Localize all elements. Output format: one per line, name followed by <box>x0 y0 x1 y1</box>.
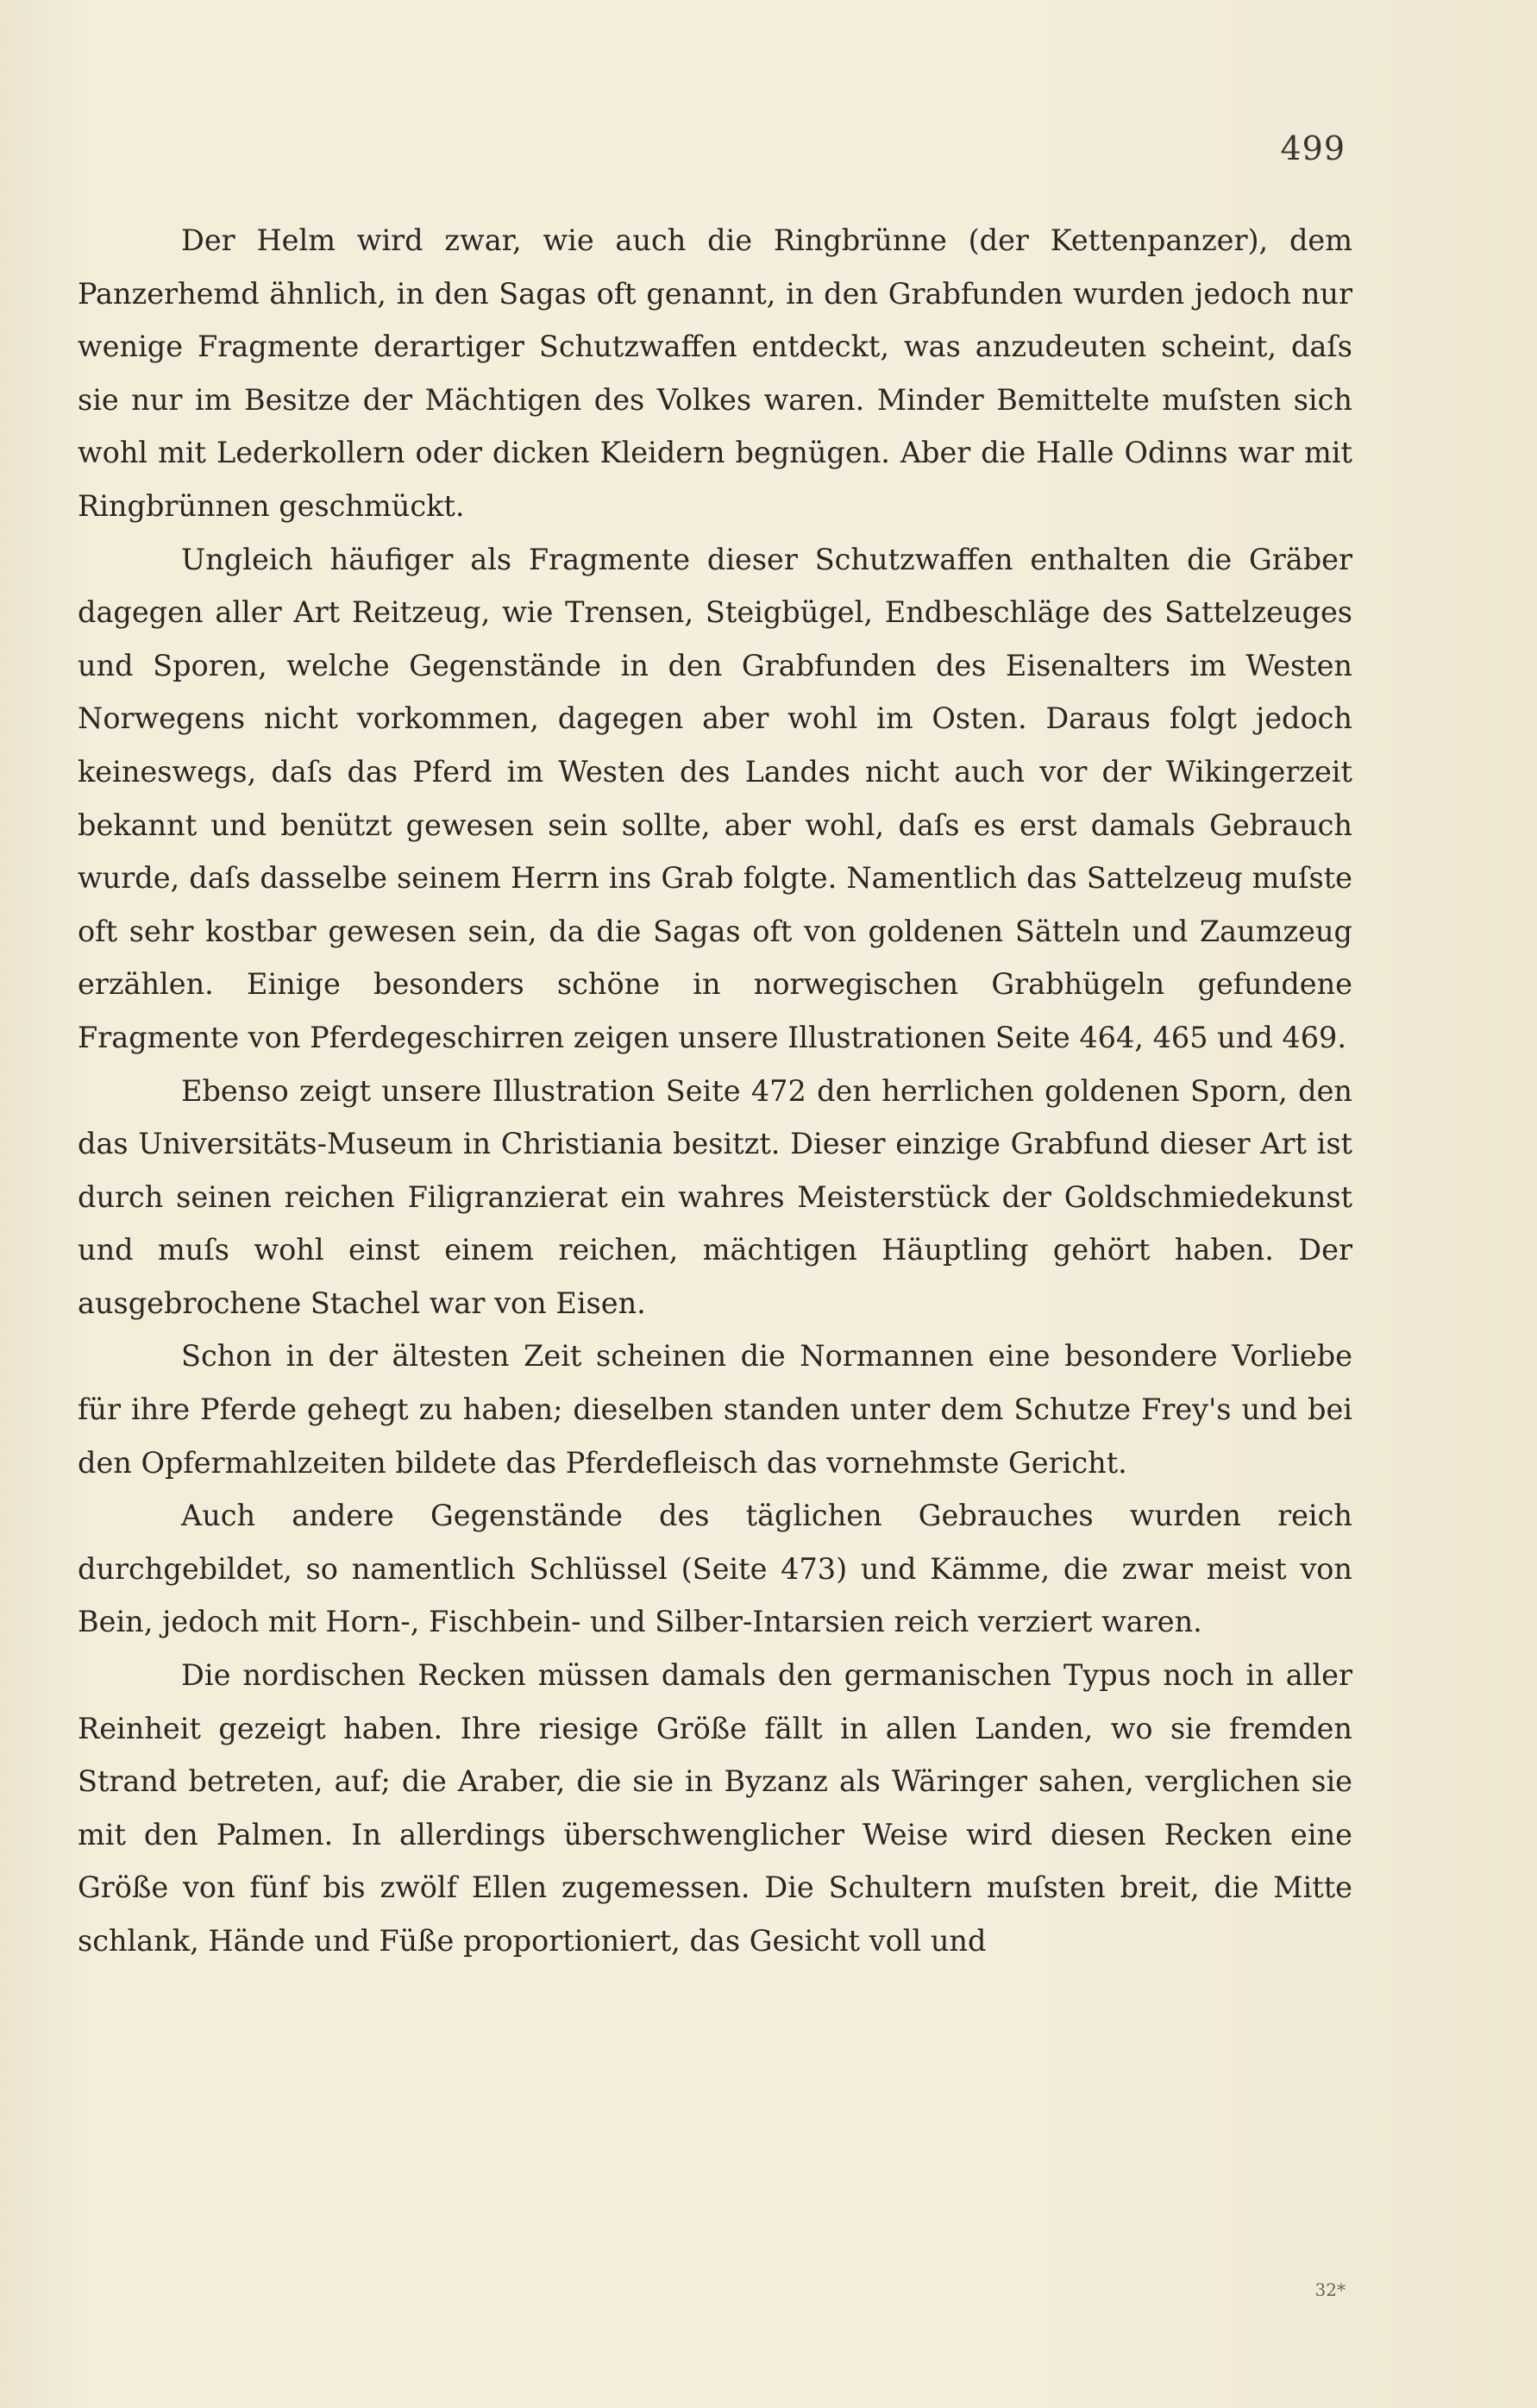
signature-mark: 32* <box>1314 2279 1346 2300</box>
body-text <box>78 214 1352 1968</box>
paragraph-sporn: Ebenso zeigt unsere Illustration Seite 472 den herrlichen goldenen Sporn, den das Universitäts-Museum in Christiania besitzt. Dieser einzige Grabfund dieser Art ist durch seinen reichen Filigranzierat ein wahres Meisterstück der Goldschmiedekunst und muſs wohl einst einem reichen, mächtigen Häuptling gehört haben. Der ausgebrochene Stachel war von Eisen. <box>78 1073 1352 1320</box>
paragraph-reitzeug: Ungleich häufiger als Fragmente dieser Schutzwaffen enthalten die Gräber dagegen aller Art Reitzeug, wie Trensen, Steigbügel, Endbeschläge des Sattelzeuges und Sporen, welche Gegenstände in den Grabfunden des Eisenalters im Westen Norwegens nicht vorkommen, dagegen aber wohl im Osten. Daraus folgt jedoch keineswegs, daſs das Pferd im Westen des Landes nicht auch vor der Wikingerzeit bekannt und benützt gewesen sein sollte, aber wohl, daſs es erst damals Gebrauch wurde, daſs dasselbe seinem Herrn ins Grab folgte. Namentlich das Sattelzeug muſste oft sehr kostbar gewesen sein, da die Sagas oft von goldenen Sätteln und Zaumzeug erzählen. Einige besonders schöne in norwegischen Grabhügeln gefundene Fragmente von Pferdegeschirren zeigen unsere Illustrationen Seite 464, 465 und 469. <box>78 542 1352 1054</box>
paragraph-recken: Die nordischen Recken müssen damals den germanischen Typus noch in aller Reinheit gezeigt haben. Ihre riesige Größe fällt in allen Landen, wo sie fremden Strand betreten, auf; die Araber, die sie in Byzanz als Wäringer sahen, verglichen sie mit den Palmen. In allerdings überschwenglicher Weise wird diesen Recken eine Größe von fünf bis zwölf Ellen zugemessen. Die Schultern muſsten breit, die Mitte schlank, Hände und Füße proportioniert, das Gesicht voll und <box>78 1658 1352 1958</box>
paragraph-helm: Der Helm wird zwar, wie auch die Ringbrünne (der Kettenpanzer), dem Panzerhemd ähnlich, in den Sagas oft genannt, in den Grabfunden wurden jedoch nur wenige Fragmente derartiger Schutzwaffen entdeckt, was anzudeuten scheint, daſs sie nur im Besitze der Mächtigen des Volkes waren. Minder Bemittelte muſsten sich wohl mit Lederkollern oder dicken Kleidern begnügen. Aber die Halle Odinns war mit Ringbrünnen geschmückt. <box>78 223 1352 523</box>
page-number: 499 <box>1280 129 1346 167</box>
paragraph-pferde: Schon in der ältesten Zeit scheinen die Normannen eine besondere Vorliebe für ihre Pferde gehegt zu haben; dieselben standen unter dem Schutze Frey's und bei den Opfermahlzeiten bildete das Pferdefleisch das vornehmste Gericht. <box>78 1339 1352 1480</box>
paragraph-gegenstaende: Auch andere Gegenstände des täglichen Gebrauches wurden reich durchgebildet, so namentlich Schlüssel (Seite 473) und Kämme, die zwar meist von Bein, jedoch mit Horn-, Fischbein- und Silber-Intarsien reich verziert waren. <box>78 1499 1352 1639</box>
